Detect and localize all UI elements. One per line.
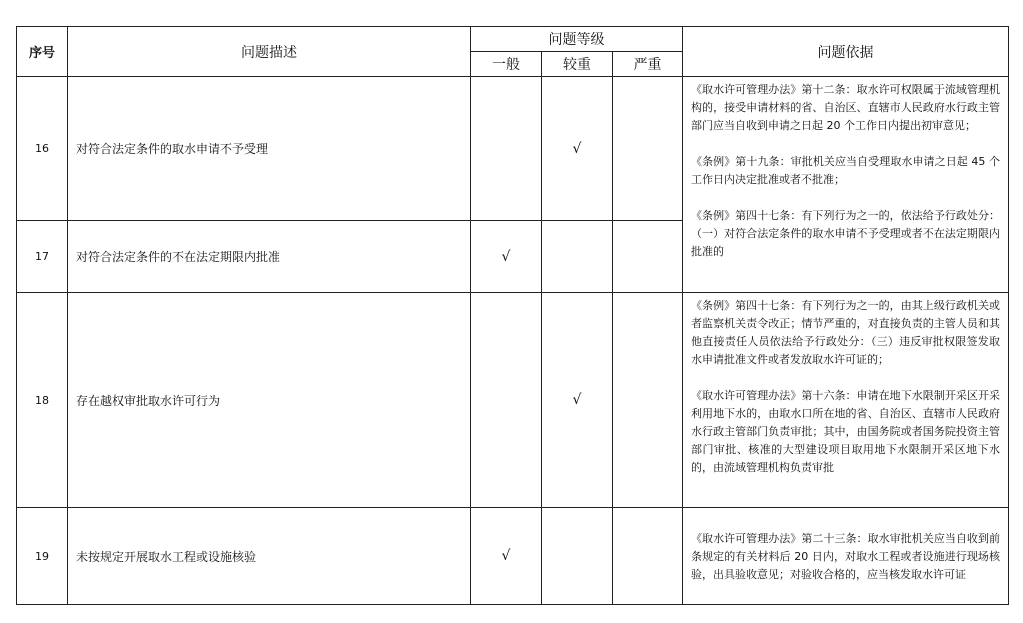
- level-general-cell: [471, 77, 542, 221]
- level-general-cell: [471, 221, 542, 293]
- level-severe-cell: [613, 293, 683, 508]
- check-mark-icon: √: [572, 392, 582, 408]
- level-general-cell: [471, 293, 542, 508]
- problem-table: [16, 26, 1009, 605]
- row-description: 对符合法定条件的取水申请不予受理: [68, 77, 471, 221]
- row-number: 19: [17, 508, 68, 605]
- basis-cell: [683, 508, 1009, 605]
- header-level-moderate: 较重: [542, 52, 613, 77]
- basis-paragraph: 《取水许可管理办法》第二十三条：取水审批机关应当自收到前条规定的有关材料后 20 日内，对取水工程或者设施进行现场核验，出具验收意见；对验收合格的，应当核发取水许可证: [691, 532, 1000, 581]
- basis-cell: [683, 77, 1009, 293]
- table-row: [17, 293, 1009, 508]
- table-row: [17, 77, 1009, 221]
- level-severe-cell: [613, 221, 683, 293]
- basis-paragraph: 《条例》第四十七条：有下列行为之一的，依法给予行政处分：（一）对符合法定条件的取水申请不予受理或者不在法定期限内批准的: [691, 209, 1000, 258]
- row-description: 对符合法定条件的不在法定期限内批准: [68, 221, 471, 293]
- level-moderate-cell: [542, 508, 613, 605]
- row-number: 17: [17, 221, 68, 293]
- basis-cell: [683, 293, 1009, 508]
- level-general-cell: [471, 508, 542, 605]
- level-moderate-cell: [542, 293, 613, 508]
- row-number: 16: [17, 77, 68, 221]
- check-mark-icon: √: [501, 248, 511, 265]
- basis-paragraph: 《取水许可管理办法》第十六条：申请在地下水限制开采区开采利用地下水的，由取水口所在地的省、自治区、直辖市人民政府水行政主管部门负责审批；其中，由国务院或者国务院投资主管部门审批、核准的大型建设项目取用地下水限制开采区地下水的，由流域管理机构负责审批: [691, 389, 1000, 474]
- row-description: 存在越权审批取水许可行为: [68, 293, 471, 508]
- row-number: 18: [17, 293, 68, 508]
- basis-paragraph: 《条例》第四十七条：有下列行为之一的，由其上级行政机关或者监察机关责令改正；情节严重的，对直接负责的主管人员和其他直接责任人员依法给予行政处分：（三）违反审批权限签发取水申请批准文件或者发放取水许可证的；: [691, 299, 1000, 366]
- header-description: 问题描述: [68, 27, 471, 77]
- basis-paragraph: 《条例》第十九条：审批机关应当自受理取水申请之日起 45 个工作日内决定批准或者不批准；: [691, 155, 1000, 186]
- header-seq: 序号: [17, 27, 68, 77]
- header-level-severe: 严重: [613, 52, 683, 77]
- row-description: 未按规定开展取水工程或设施核验: [68, 508, 471, 605]
- level-severe-cell: [613, 508, 683, 605]
- level-moderate-cell: [542, 77, 613, 221]
- header-basis: 问题依据: [683, 27, 1009, 77]
- level-severe-cell: [613, 77, 683, 221]
- check-mark-icon: √: [572, 140, 582, 157]
- basis-paragraph: 《取水许可管理办法》第十二条：取水许可权限属于流域管理机构的，接受申请材料的省、自治区、直辖市人民政府水行政主管部门应当自收到申请之日起 20 个工作日内提出初审意见；: [691, 83, 1000, 132]
- header-level-general: 一般: [471, 52, 542, 77]
- table-row: [17, 508, 1009, 605]
- level-moderate-cell: [542, 221, 613, 293]
- header-level-group: 问题等级: [471, 27, 683, 52]
- check-mark-icon: √: [501, 548, 511, 564]
